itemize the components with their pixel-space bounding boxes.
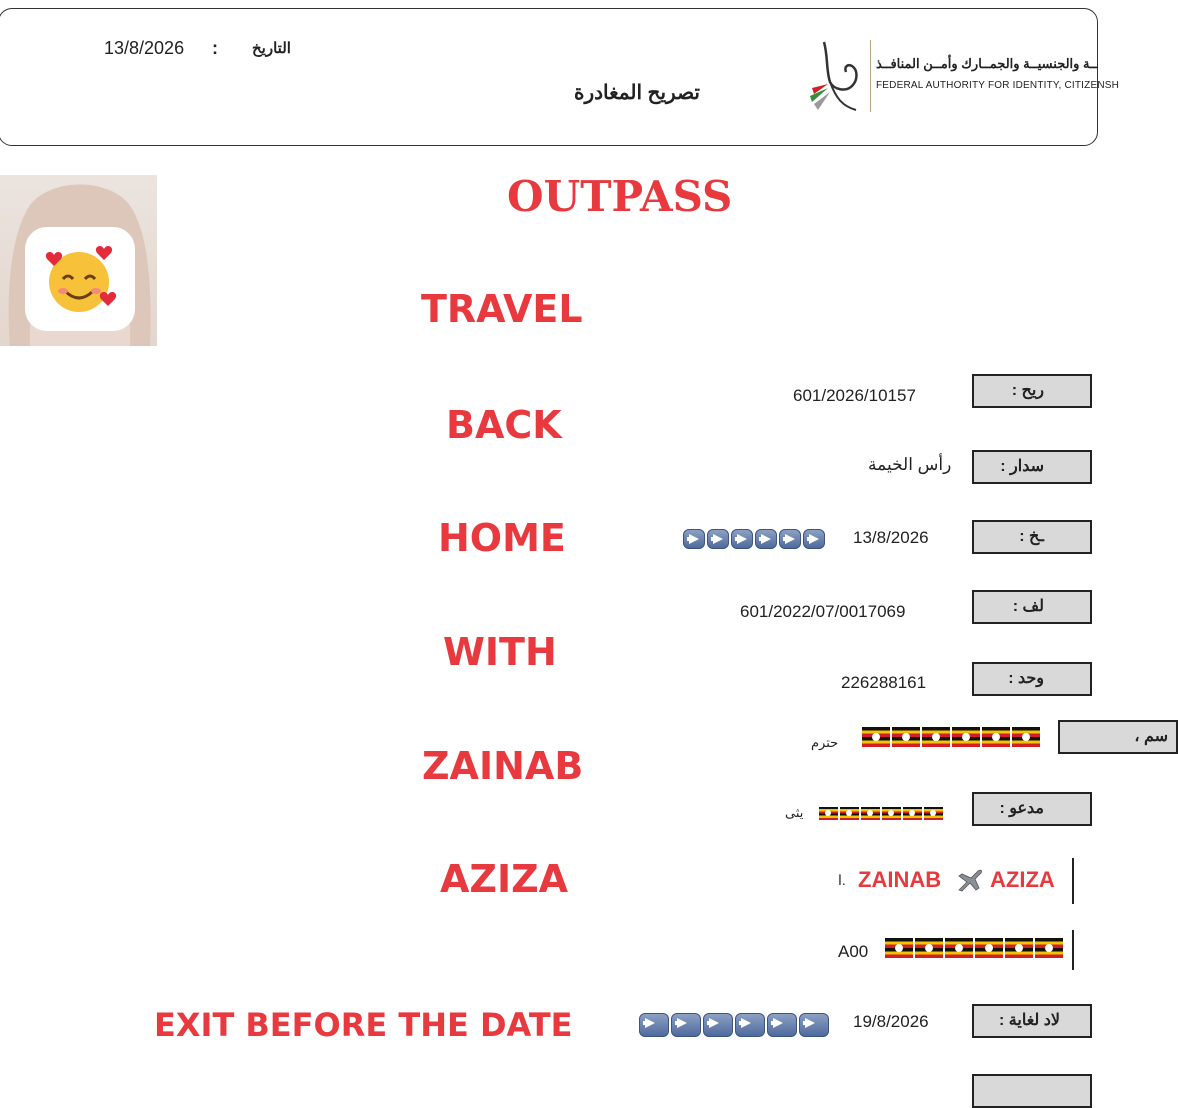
banner-line-home: HOME <box>438 516 566 560</box>
authority-name-arabic: ــة والجنسيــة والجمــارك وأمــن المنافــذ <box>876 56 1098 71</box>
name-suffix: ا. <box>838 872 846 888</box>
unified-number-value: 226288161 <box>841 673 927 692</box>
uganda-flag-icon <box>861 807 880 820</box>
uganda-flag-icon <box>975 938 1003 958</box>
right-arrow-icon <box>755 529 777 549</box>
issue-place-label: سدار : <box>972 450 1092 484</box>
right-arrow-icon <box>703 1013 733 1037</box>
right-arrow-icon <box>707 529 729 549</box>
right-arrow-icon <box>731 529 753 549</box>
right-arrow-icon <box>639 1013 669 1037</box>
document-title: تصريح المغادرة <box>574 82 700 104</box>
uganda-flag-icon <box>1005 938 1033 958</box>
banner-line-zainab: ZAINAB <box>422 744 584 788</box>
flag-emoji-row-passport <box>885 938 1063 958</box>
uganda-flag-icon <box>924 807 943 820</box>
file-number-label: لف : <box>972 590 1092 624</box>
uganda-flag-icon <box>952 727 980 747</box>
uganda-flag-icon <box>1012 727 1040 747</box>
row-label-edge <box>1072 930 1082 970</box>
permit-number-value: 601/2026/10157 <box>793 386 916 405</box>
invitee-value: يثى <box>785 805 804 820</box>
issue-date-value: 13/8/2026 <box>853 528 929 547</box>
uganda-flag-icon <box>1035 938 1063 958</box>
issue-place-value: رأس الخيمة <box>868 455 952 474</box>
passport-prefix: A00 <box>838 942 869 961</box>
exit-before-date-banner: EXIT BEFORE THE DATE <box>154 1006 573 1044</box>
row-label-edge <box>1072 858 1082 904</box>
header-box <box>0 8 1098 146</box>
falcon-emblem-icon <box>806 36 866 116</box>
uganda-flag-icon <box>892 727 920 747</box>
logo-divider <box>870 40 871 112</box>
smiling-face-with-hearts-icon <box>25 227 135 331</box>
permit-number-label: ريح : <box>972 374 1092 408</box>
uganda-flag-icon <box>885 938 913 958</box>
uganda-flag-icon <box>982 727 1010 747</box>
authority-name-english: FEDERAL AUTHORITY FOR IDENTITY, CITIZENSH <box>876 80 1120 91</box>
banner-line-travel: TRAVEL <box>421 287 583 331</box>
right-arrow-icon <box>735 1013 765 1037</box>
uganda-flag-icon <box>882 807 901 820</box>
name-label: سم ، <box>1058 720 1178 754</box>
invitee-label: مدعو : <box>972 792 1092 826</box>
inline-name-aziza: AZIZA <box>990 867 1055 892</box>
uganda-flag-icon <box>915 938 943 958</box>
banner-line-aziza: AZIZA <box>440 857 569 901</box>
unified-number-label: وحد : <box>972 662 1092 696</box>
applicant-photo <box>0 175 157 346</box>
right-arrow-icon <box>767 1013 797 1037</box>
uganda-flag-icon <box>819 807 838 820</box>
next-label-box <box>972 1074 1092 1108</box>
arrow-emoji-row-exit <box>639 1013 829 1037</box>
uganda-flag-icon <box>840 807 859 820</box>
header-date-colon: : <box>212 38 218 58</box>
uganda-flag-icon <box>945 938 973 958</box>
outpass-heading: OUTPASS <box>507 172 733 221</box>
valid-until-value: 19/8/2026 <box>853 1012 929 1031</box>
right-arrow-icon <box>779 529 801 549</box>
valid-until-label: لاد لغاية : <box>972 1004 1092 1038</box>
emoji-sticker-tile <box>25 227 135 331</box>
arrow-emoji-row <box>683 529 825 549</box>
issue-date-label: ـخ : <box>972 520 1092 554</box>
inline-name-zainab: ZAINAB <box>858 867 942 892</box>
right-arrow-icon <box>671 1013 701 1037</box>
right-arrow-icon <box>799 1013 829 1037</box>
flag-emoji-row-small <box>819 807 943 820</box>
header-date-value: 13/8/2026 <box>104 38 185 58</box>
name-value: حترم <box>811 735 839 750</box>
uganda-flag-icon <box>862 727 890 747</box>
right-arrow-icon <box>803 529 825 549</box>
flag-emoji-row <box>862 727 1040 747</box>
right-arrow-icon <box>683 529 705 549</box>
uganda-flag-icon <box>903 807 922 820</box>
header-date-label: التاريخ <box>252 40 291 57</box>
uganda-flag-icon <box>922 727 950 747</box>
file-number-value: 601/2022/07/0017069 <box>740 602 906 621</box>
banner-line-with: WITH <box>443 630 557 674</box>
airplane-icon <box>955 866 985 894</box>
banner-line-back: BACK <box>446 403 562 447</box>
